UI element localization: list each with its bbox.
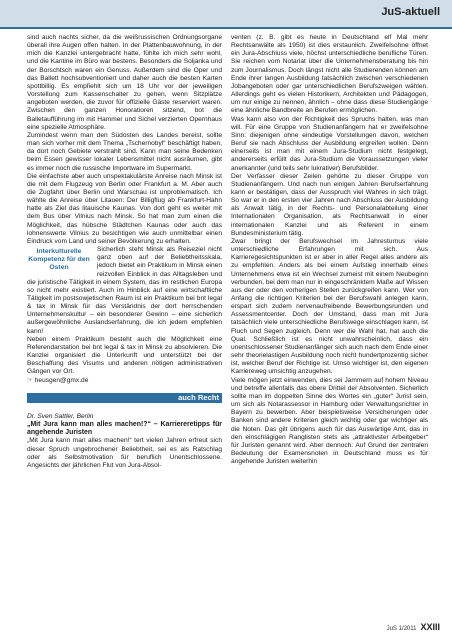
left-column [27, 34, 222, 470]
paragraph: Sicherlich steht Minsk als Reiseziel nicht ganz oben auf der Beliebtheitsskala, jedoch bietet ein Praktikum in Minsk einen reizvollen Einblick in das Alltagsleben und die juristische Tätigkeit in einem System, das im restlichen Europa so nicht mehr existiert. Auch im Hinblick auf eine wirtschaftliche Tätigkeit im postsowjetischen Raum ist ein Praktikum bei bnt legal & tax in Minsk für das Verständnis der dort herrschenden Unternehmenskultur – ein besonderer Gewinn – eine sicherlich außergewöhnliche Auslandserfahrung, die ich jedem empfehlen kann! [27, 246, 222, 335]
section-divider [27, 393, 222, 403]
divider-label: auch Recht [178, 393, 219, 403]
article-title: „Mit Jura kann man alles machen!?“ – Karriereretipps für angehende Juristen [27, 420, 222, 437]
email-link[interactable]: ☞ heusgen@gmx.de [27, 376, 89, 384]
paragraph: Der Verfasser dieser Zeilen gehörte zu dieser Gruppe von Studienanfängern. Und nach nun einigen Jahren Berufserfahrung kann er bestätigen, dass der Ausspruch viel Wahres in sich trägt. So war er in den ersten vier Jahren nach Abschluss der Ausbildung als Anwalt tätig, in der Rechts- und Personalabteilung einer Internationalen Organisation, als Rechtsanwalt in einer internationalen Kanzlei und als Referent in einem Bundesministerium tätig. [231, 172, 428, 237]
paragraph: Zwar bringt der Berufswechsel im Jahresturnus viele unterschiedliche Erfahrungen mit sich. Aus Karrieregesichtspunkten ist er aber in aller Regel alles andere als zu empfehlen. Anders als bei einem Aufstieg innerhalb eines Unternehmens etwa ist ein Wechsel zumeist mit einem Neubeginn verbunden, bei dem man nur in eingeschränktem Maße auf Wissen aus der oder den vorherigen Stellen zurückgreifen kann. Wer von Anfang die richtigen Kriterien bei der Berufswahl anlegen kann, erspart sich zudem nervenaufreibende Bewerbungsrunden und Assessmentcenter. Doch der Umstand, dass man mit Jura tatsächlich viele unterschiedliche Berufswege einschlagen kann, ist Fluch und Segen zugleich. Denn wer die Wahl hat, hat auch die Qual. Schließlich ist es nicht unwahrscheinlich, dass ein unentschlossener Studienanfänger sich auch nach dem Ende einer sehr theorielastigen Ausbildung noch nicht hundertprozentig sicher ist, welcher Beruf der Richtige ist. Umso wichtiger ist, den eigenen Karriereweg umsichtig anzugehen. [231, 237, 428, 376]
paragraph: Was kann also von der Richtigkeit des Spruchs halten, was man will. Für eine Gruppe von Studienanfängern hat er zweifelsohne Sinn: diejenigen ohne eindeutige Vorstellungen davon, welchen Beruf sie nach Abschluss der Ausbildung ergreifen wollen. Denn einerseits ist man mit einem Jura-Studium nicht festgelegt, andererseits erfüllt das Jura-Studium die Voraussetzungen vieler anerkannter (und teils sehr lukrativer) Berufsbilder. [231, 115, 428, 172]
paragraph: Viele mögen jetzt einwenden, dies sei Jammern auf hohem Niveau und betreffe allenfalls das obere Drittel der Absolventen. Sicherlich sollte man im doppelten Sinne des Wortes ein „guter“ Jurist sein, um sich als Notarassessor in Hamburg oder Verwaltungsrichter in Bayern zu bewerben. Aber beispielsweise Versicherungen oder Banken sind andere Kriterien gleich wichtig oder gar wichtiger als die Noten. Das gilt übrigens auch für das Auswärtige Amt, das in den einschlägigen Ranglisten stets als „attraktivster Arbeitgeber“ für Juristen genannt wird. Aber dennoch: Auf Grund der zentralen Bedeutung der Examensnoten in Deutschland muss es für angehende Juristen weiterhin [231, 376, 428, 466]
paragraph: Die einfachste aber auch unspektakulärste Anreise nach Minsk ist die mit dem Flugzeug von Berlin oder Frankfurt a. M. Aber auch die Zugfahrt über Berlin und Warschau ist unproblematisch. Ich wählte die Anreise über Litauen: Der Billigflug ab Frankfurt-Hahn hatte als Ziel das litauische Kaunas. Von dort geht es weiter mit dem Bus über Vilnius nach Minsk. So hat man zum einen die Möglichkeit, das hübsche Städtchen Kaunas oder auch das lohnenswerte Vilnius zu besichtigen wie auch unmittelbar einen Eindruck vom Land und seiner Bevölkerung zu erhalten. [27, 172, 222, 245]
article-byline: Dr. Sven Sattler, Berlin [27, 412, 94, 420]
paragraph: venten (z. B. gibt es heute in Deutschland elf Mal mehr Rechtsanwälte als 1950) ist dies erstaunlich. Zweifelsohne öffnet ein Jura-Abschluss viele, höchst unterschiedliche berufliche Türen. Sie reichen vom Notariat über die Unternehmensberatung bis hin zum Journalismus. Doch längst nicht alle Studierenden können am Ende ihrer langen Ausbildung tatsächlich zwischen verschiedenen Jobangeboten oder gar unterschiedlichen Berufszweigen wählen. Allerdings geht es vielen Historikern, Architekten und Pädagogen, um nur einige zu nennen, ähnlich – ohne dass diese Studiengänge eine ähnliche Bandbreite an Berufen ermöglichen. [231, 34, 428, 115]
paragraph: sind auch nachts sicher, da die weißrussischen Ordnungsorgane überall ihre Augen offen halten. In der Plattenbauwohnung, in der mich die Kanzlei untergebracht hatte, fühlte ich mich sehr wohl, und die Kantine im Büro war bestens. Besonders die Soljanka und der Borschtsch waren ein Genuss. Außerdem sind die Oper und das Ballett hochsubventioniert und daher auch die besten Karten spottbillig. Es empfiehlt sich um 18 Uhr vor der jeweiligen Vorstellung zum Kassenschalter zu gehen, wenn Sitzplätze angeboten werden, die zuvor für offizielle Gäste reserviert waren. Zwischen den ganzen Honoratioren sitzend, bot die Balletaufführung im mit Hammer und Sichel verzierten Opernhaus eine spezielle Atmosphäre. [27, 34, 222, 131]
section-label: JuS-aktuell [381, 6, 440, 18]
issue-label: JuS 1/2011 [386, 626, 417, 632]
right-column [231, 34, 428, 466]
paragraph: Zumindest wenn man den Südosten des Landes bereist, sollte man sich vorher mit dem Thema „Tschernobyl“ beschäftigt haben, da dort noch Gebiete verstrahlt sind. Kann man seine Bedenken beim Essen gewisser lokaler Lebensmittel nicht ausräumen, gibt es immer noch die russische Importware im Supermarkt. [27, 131, 222, 172]
pull-quote: Interkulturelle Kompetenz für den Osten [28, 248, 90, 272]
header-bar [0, 0, 452, 29]
page-footer [387, 622, 440, 632]
page-number: XXIII [420, 622, 440, 632]
article-body: „Mit Jura kann man alles machen!“ tert vielen Jahren erfreut sich dieser Spruch ungebrochener Beliebtheit, sei es als Ratschlag oder als Selbstmotivation für beruflich Unentschlossene. Angesichts der jährlichen Flut von Jura-Absol- [27, 437, 222, 469]
paragraph: Neben einem Praktikum besteht auch die Möglichkeit eine Referendarstation bei bnt legal & tax in Minsk zu absolvieren. Die Kanzlei organisiert die Unterkunft und unterstützt bei der Beschaffung des Visums und anderen nötigen administrativen Gängen vor Ort. [27, 335, 222, 376]
